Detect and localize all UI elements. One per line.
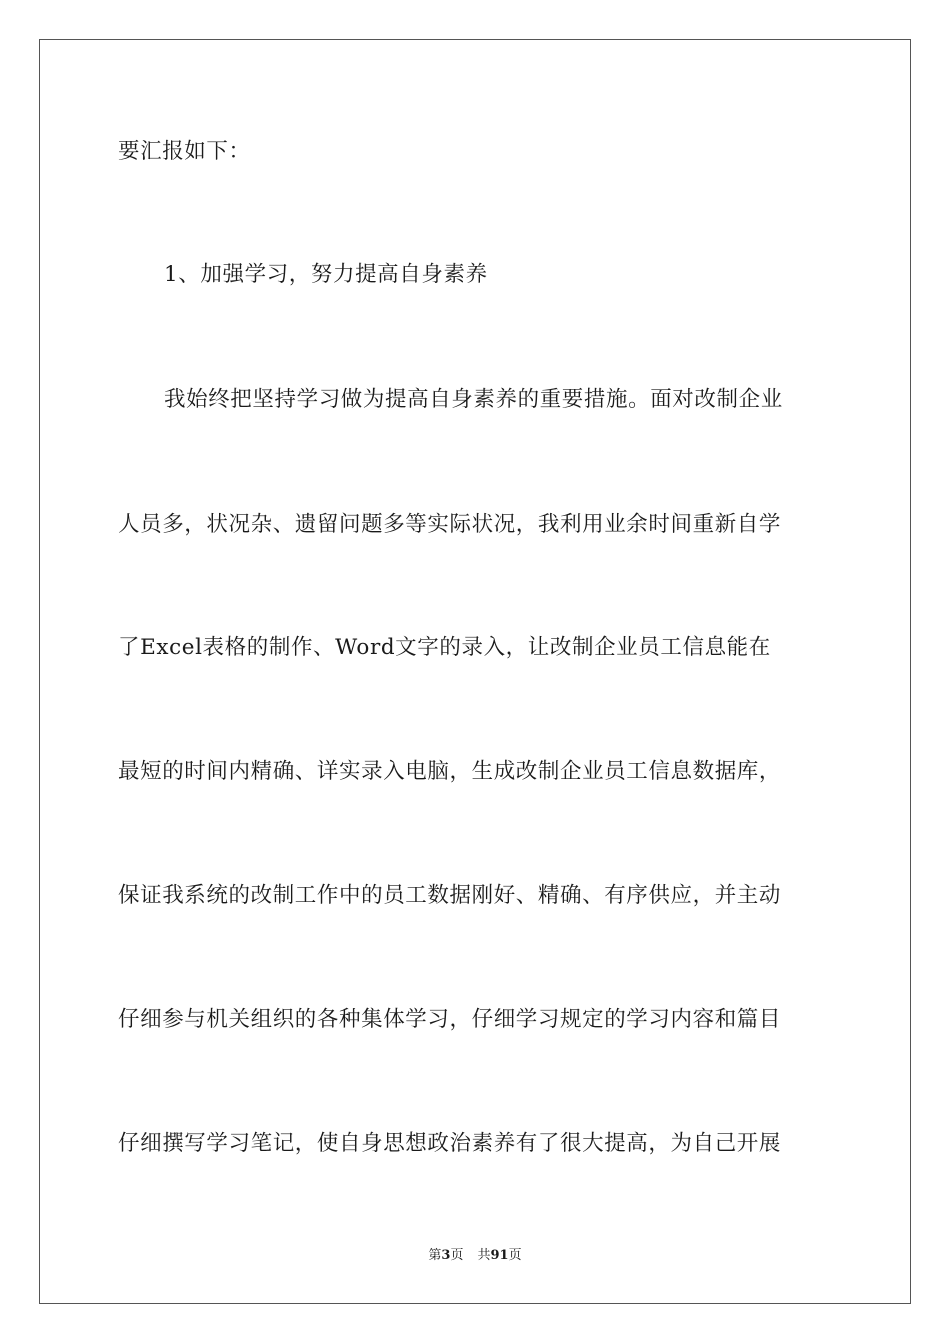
- page-frame: [39, 39, 911, 1304]
- page-footer: [0, 1249, 950, 1262]
- text-line-9: 仔细撰写学习笔记，使自身思想政治素养有了很大提高，为自己开展: [118, 1131, 782, 1156]
- text-line-8: 仔细参与机关组织的各种集体学习，仔细学习规定的学习内容和篇目: [118, 1007, 782, 1032]
- text-line-1: 要汇报如下：: [118, 139, 251, 164]
- text-line-7: 保证我系统的改制工作中的员工数据刚好、精确、有序供应，并主动: [118, 883, 782, 908]
- text-line-6: 最短的时间内精确、详实录入电脑，生成改制企业员工信息数据库，: [118, 759, 782, 784]
- total-suffix: 页: [508, 1248, 522, 1263]
- page-number: 3: [441, 1248, 451, 1263]
- page-suffix: 页: [450, 1248, 464, 1263]
- text-line-4: 人员多，状况杂、遗留问题多等实际状况，我利用业余时间重新自学: [118, 512, 782, 537]
- text-line-5: 了Excel表格的制作、Word文字的录入，让改制企业员工信息能在: [118, 635, 771, 660]
- text-line-3: 我始终把坚持学习做为提高自身素养的重要措施。面对改制企业: [164, 387, 783, 412]
- page-prefix: 第: [428, 1248, 442, 1263]
- total-pages: 91: [490, 1248, 509, 1263]
- section-heading: 1、加强学习，努力提高自身素养: [164, 262, 488, 287]
- total-prefix: 共: [477, 1248, 491, 1263]
